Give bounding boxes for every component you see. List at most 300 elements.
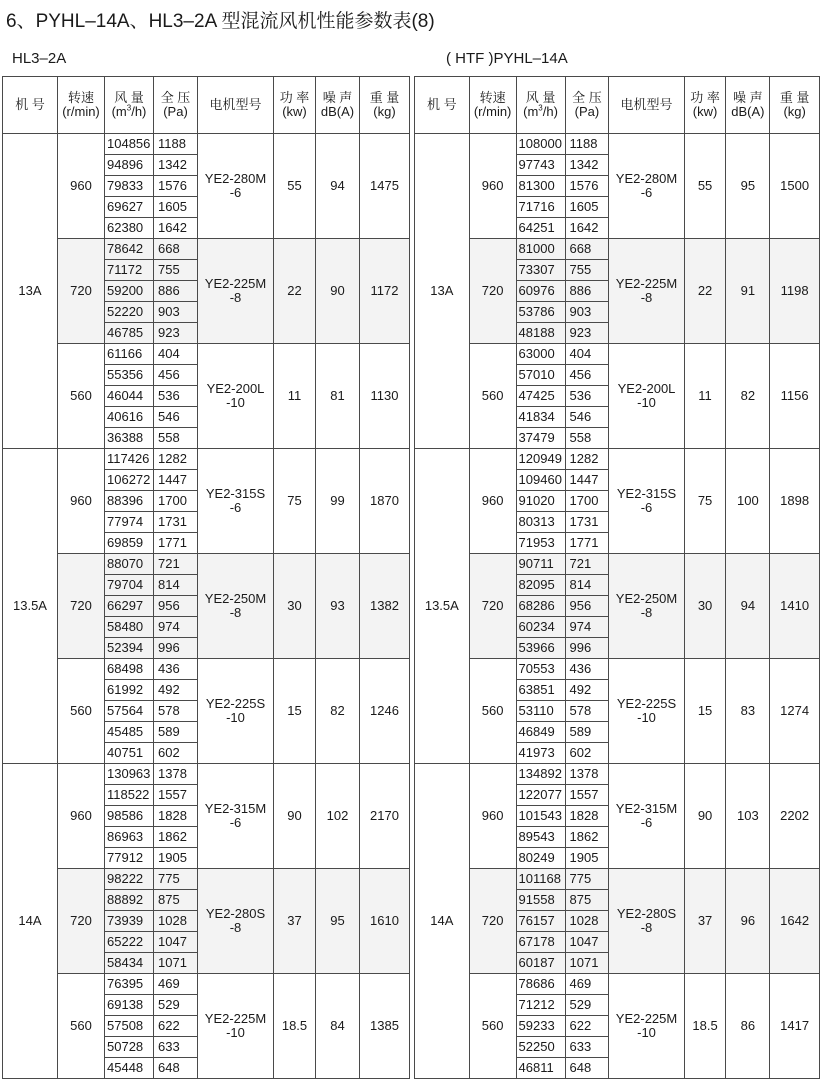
page-title: 6、PYHL–14A、HL3–2A 型混流风机性能参数表(8) bbox=[6, 11, 435, 32]
header-speed: 转速 (r/min) bbox=[469, 77, 516, 134]
flow-cell: 120949 bbox=[516, 449, 565, 470]
motor-cell: YE2-225M -10 bbox=[198, 974, 274, 1079]
flow-cell: 80313 bbox=[516, 512, 565, 533]
flow-cell: 89543 bbox=[516, 827, 565, 848]
pressure-cell: 1771 bbox=[565, 533, 609, 554]
header-pressure: 全 压 (Pa) bbox=[565, 77, 609, 134]
pressure-cell: 1047 bbox=[154, 932, 198, 953]
speed-cell: 560 bbox=[58, 974, 105, 1079]
table-row bbox=[3, 869, 410, 890]
motor-cell: YE2-315S -6 bbox=[198, 449, 274, 554]
pressure-cell: 974 bbox=[154, 617, 198, 638]
flow-cell: 36388 bbox=[105, 428, 154, 449]
speed-cell: 560 bbox=[469, 974, 516, 1079]
power-cell: 37 bbox=[274, 869, 316, 974]
speed-cell: 560 bbox=[469, 344, 516, 449]
flow-cell: 63000 bbox=[516, 344, 565, 365]
power-cell: 22 bbox=[684, 239, 726, 344]
noise-cell: 95 bbox=[316, 869, 360, 974]
flow-cell: 90711 bbox=[516, 554, 565, 575]
pressure-cell: 578 bbox=[154, 701, 198, 722]
motor-cell: YE2-280M -6 bbox=[198, 134, 274, 239]
pressure-cell: 1771 bbox=[154, 533, 198, 554]
speed-cell: 720 bbox=[469, 554, 516, 659]
weight-cell: 1610 bbox=[360, 869, 410, 974]
pressure-cell: 668 bbox=[565, 239, 609, 260]
speed-cell: 720 bbox=[58, 239, 105, 344]
power-cell: 15 bbox=[684, 659, 726, 764]
flow-cell: 60976 bbox=[516, 281, 565, 302]
flow-cell: 62380 bbox=[105, 218, 154, 239]
flow-cell: 78642 bbox=[105, 239, 154, 260]
noise-cell: 94 bbox=[726, 554, 770, 659]
flow-cell: 134892 bbox=[516, 764, 565, 785]
table-row bbox=[415, 239, 820, 260]
header-model: 机 号 bbox=[3, 77, 58, 134]
noise-cell: 95 bbox=[726, 134, 770, 239]
flow-cell: 70553 bbox=[516, 659, 565, 680]
pressure-cell: 558 bbox=[565, 428, 609, 449]
pressure-cell: 956 bbox=[565, 596, 609, 617]
noise-cell: 90 bbox=[316, 239, 360, 344]
pressure-cell: 404 bbox=[565, 344, 609, 365]
flow-cell: 97743 bbox=[516, 155, 565, 176]
flow-cell: 76157 bbox=[516, 911, 565, 932]
pressure-cell: 903 bbox=[154, 302, 198, 323]
weight-cell: 1130 bbox=[360, 344, 410, 449]
pressure-cell: 1828 bbox=[565, 806, 609, 827]
weight-cell: 1246 bbox=[360, 659, 410, 764]
pressure-cell: 1071 bbox=[154, 953, 198, 974]
pressure-cell: 668 bbox=[154, 239, 198, 260]
flow-cell: 108000 bbox=[516, 134, 565, 155]
speed-cell: 960 bbox=[469, 449, 516, 554]
speed-cell: 960 bbox=[58, 134, 105, 239]
pressure-cell: 558 bbox=[154, 428, 198, 449]
flow-cell: 57508 bbox=[105, 1016, 154, 1037]
power-cell: 11 bbox=[274, 344, 316, 449]
model-cell: 13A bbox=[3, 134, 58, 449]
flow-cell: 66297 bbox=[105, 596, 154, 617]
flow-cell: 77974 bbox=[105, 512, 154, 533]
flow-cell: 60234 bbox=[516, 617, 565, 638]
flow-cell: 69138 bbox=[105, 995, 154, 1016]
weight-cell: 1642 bbox=[770, 869, 820, 974]
flow-cell: 45485 bbox=[105, 722, 154, 743]
speed-cell: 720 bbox=[469, 239, 516, 344]
flow-cell: 73939 bbox=[105, 911, 154, 932]
flow-cell: 91558 bbox=[516, 890, 565, 911]
table-row bbox=[3, 239, 410, 260]
flow-cell: 122077 bbox=[516, 785, 565, 806]
pressure-cell: 436 bbox=[154, 659, 198, 680]
speed-cell: 960 bbox=[469, 764, 516, 869]
flow-cell: 101543 bbox=[516, 806, 565, 827]
speed-cell: 560 bbox=[58, 659, 105, 764]
noise-cell: 102 bbox=[316, 764, 360, 869]
header-noise: 噪 声 dB(A) bbox=[726, 77, 770, 134]
flow-cell: 65222 bbox=[105, 932, 154, 953]
noise-cell: 99 bbox=[316, 449, 360, 554]
header-weight: 重 量 (kg) bbox=[360, 77, 410, 134]
header-weight: 重 量 (kg) bbox=[770, 77, 820, 134]
weight-cell: 1385 bbox=[360, 974, 410, 1079]
noise-cell: 93 bbox=[316, 554, 360, 659]
flow-cell: 57010 bbox=[516, 365, 565, 386]
pressure-cell: 1605 bbox=[154, 197, 198, 218]
flow-cell: 81300 bbox=[516, 176, 565, 197]
flow-cell: 67178 bbox=[516, 932, 565, 953]
speed-cell: 960 bbox=[58, 764, 105, 869]
pressure-cell: 1700 bbox=[154, 491, 198, 512]
table-row bbox=[415, 134, 820, 155]
pressure-cell: 633 bbox=[154, 1037, 198, 1058]
power-cell: 30 bbox=[684, 554, 726, 659]
table-row bbox=[3, 764, 410, 785]
pressure-cell: 721 bbox=[565, 554, 609, 575]
flow-cell: 60187 bbox=[516, 953, 565, 974]
noise-cell: 94 bbox=[316, 134, 360, 239]
flow-cell: 91020 bbox=[516, 491, 565, 512]
model-cell: 13.5A bbox=[3, 449, 58, 764]
flow-cell: 81000 bbox=[516, 239, 565, 260]
motor-cell: YE2-315M -6 bbox=[609, 764, 684, 869]
performance-table-pyhl-14a bbox=[414, 76, 820, 1079]
flow-cell: 52250 bbox=[516, 1037, 565, 1058]
weight-cell: 1500 bbox=[770, 134, 820, 239]
flow-cell: 46044 bbox=[105, 386, 154, 407]
motor-cell: YE2-250M -8 bbox=[198, 554, 274, 659]
speed-cell: 720 bbox=[58, 554, 105, 659]
table-row bbox=[415, 449, 820, 470]
pressure-cell: 996 bbox=[154, 638, 198, 659]
speed-cell: 720 bbox=[469, 869, 516, 974]
motor-cell: YE2-200L -10 bbox=[198, 344, 274, 449]
flow-cell: 57564 bbox=[105, 701, 154, 722]
flow-cell: 59200 bbox=[105, 281, 154, 302]
noise-cell: 91 bbox=[726, 239, 770, 344]
pressure-cell: 622 bbox=[154, 1016, 198, 1037]
pressure-cell: 886 bbox=[565, 281, 609, 302]
noise-cell: 84 bbox=[316, 974, 360, 1079]
pressure-cell: 529 bbox=[154, 995, 198, 1016]
table-row bbox=[3, 974, 410, 995]
power-cell: 37 bbox=[684, 869, 726, 974]
motor-cell: YE2-200L -10 bbox=[609, 344, 684, 449]
flow-cell: 61166 bbox=[105, 344, 154, 365]
header-flow: 风 量 $(m^3/h)$ bbox=[105, 77, 154, 134]
flow-cell: 104856 bbox=[105, 134, 154, 155]
header-flow: 风 量 $(m^3/h)$ bbox=[516, 77, 565, 134]
pressure-cell: 1605 bbox=[565, 197, 609, 218]
power-cell: 90 bbox=[274, 764, 316, 869]
model-cell: 14A bbox=[3, 764, 58, 1079]
motor-cell: YE2-225S -10 bbox=[198, 659, 274, 764]
flow-cell: 71953 bbox=[516, 533, 565, 554]
power-cell: 90 bbox=[684, 764, 726, 869]
flow-cell: 130963 bbox=[105, 764, 154, 785]
performance-table-hl3-2a bbox=[2, 76, 410, 1079]
pressure-cell: 536 bbox=[154, 386, 198, 407]
weight-cell: 2202 bbox=[770, 764, 820, 869]
flow-cell: 98586 bbox=[105, 806, 154, 827]
flow-cell: 46849 bbox=[516, 722, 565, 743]
weight-cell: 1156 bbox=[770, 344, 820, 449]
power-cell: 18.5 bbox=[684, 974, 726, 1079]
pressure-cell: 1378 bbox=[565, 764, 609, 785]
power-cell: 30 bbox=[274, 554, 316, 659]
table-label-hl3-2a: HL3–2A bbox=[12, 50, 67, 67]
pressure-cell: 1642 bbox=[565, 218, 609, 239]
header-motor: 电机型号 bbox=[609, 77, 684, 134]
pressure-cell: 456 bbox=[154, 365, 198, 386]
pressure-cell: 1862 bbox=[154, 827, 198, 848]
table-row bbox=[3, 659, 410, 680]
pressure-cell: 1188 bbox=[154, 134, 198, 155]
flow-cell: 46785 bbox=[105, 323, 154, 344]
pressure-cell: 492 bbox=[154, 680, 198, 701]
motor-cell: YE2-225M -10 bbox=[609, 974, 684, 1079]
motor-cell: YE2-280S -8 bbox=[198, 869, 274, 974]
flow-cell: 109460 bbox=[516, 470, 565, 491]
pressure-cell: 1862 bbox=[565, 827, 609, 848]
pressure-cell: 1028 bbox=[565, 911, 609, 932]
speed-cell: 960 bbox=[58, 449, 105, 554]
flow-cell: 71716 bbox=[516, 197, 565, 218]
pressure-cell: 456 bbox=[565, 365, 609, 386]
flow-cell: 118522 bbox=[105, 785, 154, 806]
pressure-cell: 492 bbox=[565, 680, 609, 701]
table-row bbox=[415, 974, 820, 995]
pressure-cell: 1028 bbox=[154, 911, 198, 932]
pressure-cell: 1342 bbox=[565, 155, 609, 176]
pressure-cell: 589 bbox=[154, 722, 198, 743]
flow-cell: 69627 bbox=[105, 197, 154, 218]
flow-cell: 82095 bbox=[516, 575, 565, 596]
table-row bbox=[415, 344, 820, 365]
pressure-cell: 1282 bbox=[154, 449, 198, 470]
pressure-cell: 602 bbox=[565, 743, 609, 764]
flow-cell: 58480 bbox=[105, 617, 154, 638]
weight-cell: 1870 bbox=[360, 449, 410, 554]
pressure-cell: 622 bbox=[565, 1016, 609, 1037]
pressure-cell: 546 bbox=[154, 407, 198, 428]
flow-cell: 45448 bbox=[105, 1058, 154, 1079]
pressure-cell: 1557 bbox=[154, 785, 198, 806]
table-row bbox=[3, 554, 410, 575]
power-cell: 75 bbox=[684, 449, 726, 554]
flow-cell: 86963 bbox=[105, 827, 154, 848]
pressure-cell: 1905 bbox=[154, 848, 198, 869]
flow-cell: 68498 bbox=[105, 659, 154, 680]
flow-cell: 78686 bbox=[516, 974, 565, 995]
pressure-cell: 1731 bbox=[154, 512, 198, 533]
pressure-cell: 996 bbox=[565, 638, 609, 659]
flow-cell: 88070 bbox=[105, 554, 154, 575]
pressure-cell: 1905 bbox=[565, 848, 609, 869]
pressure-cell: 1576 bbox=[565, 176, 609, 197]
noise-cell: 96 bbox=[726, 869, 770, 974]
flow-cell: 77912 bbox=[105, 848, 154, 869]
table-row bbox=[415, 554, 820, 575]
noise-cell: 83 bbox=[726, 659, 770, 764]
flow-cell: 101168 bbox=[516, 869, 565, 890]
flow-cell: 37479 bbox=[516, 428, 565, 449]
weight-cell: 1198 bbox=[770, 239, 820, 344]
flow-cell: 40616 bbox=[105, 407, 154, 428]
pressure-cell: 1282 bbox=[565, 449, 609, 470]
flow-cell: 41834 bbox=[516, 407, 565, 428]
weight-cell: 1417 bbox=[770, 974, 820, 1079]
pressure-cell: 602 bbox=[154, 743, 198, 764]
pressure-cell: 404 bbox=[154, 344, 198, 365]
pressure-cell: 814 bbox=[565, 575, 609, 596]
flow-cell: 41973 bbox=[516, 743, 565, 764]
flow-cell: 117426 bbox=[105, 449, 154, 470]
flow-cell: 88396 bbox=[105, 491, 154, 512]
model-cell: 13.5A bbox=[415, 449, 470, 764]
flow-cell: 69859 bbox=[105, 533, 154, 554]
flow-cell: 94896 bbox=[105, 155, 154, 176]
power-cell: 15 bbox=[274, 659, 316, 764]
flow-cell: 71172 bbox=[105, 260, 154, 281]
table-row bbox=[3, 449, 410, 470]
pressure-cell: 633 bbox=[565, 1037, 609, 1058]
pressure-cell: 875 bbox=[565, 890, 609, 911]
flow-cell: 68286 bbox=[516, 596, 565, 617]
motor-cell: YE2-225M -8 bbox=[609, 239, 684, 344]
speed-cell: 720 bbox=[58, 869, 105, 974]
noise-cell: 103 bbox=[726, 764, 770, 869]
pressure-cell: 1378 bbox=[154, 764, 198, 785]
pressure-cell: 1700 bbox=[565, 491, 609, 512]
header-noise: 噪 声 dB(A) bbox=[316, 77, 360, 134]
model-cell: 13A bbox=[415, 134, 470, 449]
noise-cell: 82 bbox=[316, 659, 360, 764]
weight-cell: 2170 bbox=[360, 764, 410, 869]
flow-cell: 61992 bbox=[105, 680, 154, 701]
pressure-cell: 1576 bbox=[154, 176, 198, 197]
pressure-cell: 529 bbox=[565, 995, 609, 1016]
flow-cell: 98222 bbox=[105, 869, 154, 890]
pressure-cell: 956 bbox=[154, 596, 198, 617]
noise-cell: 86 bbox=[726, 974, 770, 1079]
flow-cell: 79704 bbox=[105, 575, 154, 596]
pressure-cell: 1557 bbox=[565, 785, 609, 806]
flow-cell: 53110 bbox=[516, 701, 565, 722]
weight-cell: 1898 bbox=[770, 449, 820, 554]
flow-cell: 55356 bbox=[105, 365, 154, 386]
flow-cell: 40751 bbox=[105, 743, 154, 764]
pressure-cell: 1731 bbox=[565, 512, 609, 533]
header-speed: 转速 (r/min) bbox=[58, 77, 105, 134]
flow-cell: 80249 bbox=[516, 848, 565, 869]
motor-cell: YE2-225M -8 bbox=[198, 239, 274, 344]
pressure-cell: 923 bbox=[154, 323, 198, 344]
pressure-cell: 589 bbox=[565, 722, 609, 743]
pressure-cell: 469 bbox=[154, 974, 198, 995]
pressure-cell: 775 bbox=[565, 869, 609, 890]
pressure-cell: 1828 bbox=[154, 806, 198, 827]
table-row bbox=[415, 869, 820, 890]
flow-cell: 50728 bbox=[105, 1037, 154, 1058]
motor-cell: YE2-250M -8 bbox=[609, 554, 684, 659]
pressure-cell: 974 bbox=[565, 617, 609, 638]
pressure-cell: 1188 bbox=[565, 134, 609, 155]
speed-cell: 560 bbox=[469, 659, 516, 764]
pressure-cell: 814 bbox=[154, 575, 198, 596]
flow-cell: 64251 bbox=[516, 218, 565, 239]
header-power: 功 率 (kw) bbox=[274, 77, 316, 134]
header-motor: 电机型号 bbox=[198, 77, 274, 134]
flow-cell: 63851 bbox=[516, 680, 565, 701]
power-cell: 55 bbox=[684, 134, 726, 239]
pressure-cell: 886 bbox=[154, 281, 198, 302]
pressure-cell: 648 bbox=[565, 1058, 609, 1079]
flow-cell: 71212 bbox=[516, 995, 565, 1016]
pressure-cell: 1447 bbox=[154, 470, 198, 491]
pressure-cell: 721 bbox=[154, 554, 198, 575]
noise-cell: 100 bbox=[726, 449, 770, 554]
pressure-cell: 648 bbox=[154, 1058, 198, 1079]
table-label-pyhl-14a: ( HTF )PYHL–14A bbox=[446, 50, 568, 67]
motor-cell: YE2-315S -6 bbox=[609, 449, 684, 554]
weight-cell: 1382 bbox=[360, 554, 410, 659]
pressure-cell: 903 bbox=[565, 302, 609, 323]
header-model: 机 号 bbox=[415, 77, 470, 134]
flow-cell: 76395 bbox=[105, 974, 154, 995]
speed-cell: 560 bbox=[58, 344, 105, 449]
motor-cell: YE2-280S -8 bbox=[609, 869, 684, 974]
pressure-cell: 755 bbox=[154, 260, 198, 281]
flow-cell: 53966 bbox=[516, 638, 565, 659]
pressure-cell: 775 bbox=[154, 869, 198, 890]
flow-cell: 88892 bbox=[105, 890, 154, 911]
pressure-cell: 436 bbox=[565, 659, 609, 680]
table-row bbox=[3, 344, 410, 365]
pressure-cell: 1047 bbox=[565, 932, 609, 953]
flow-cell: 73307 bbox=[516, 260, 565, 281]
weight-cell: 1410 bbox=[770, 554, 820, 659]
power-cell: 11 bbox=[684, 344, 726, 449]
speed-cell: 960 bbox=[469, 134, 516, 239]
pressure-cell: 546 bbox=[565, 407, 609, 428]
motor-cell: YE2-315M -6 bbox=[198, 764, 274, 869]
flow-cell: 58434 bbox=[105, 953, 154, 974]
power-cell: 75 bbox=[274, 449, 316, 554]
power-cell: 55 bbox=[274, 134, 316, 239]
pressure-cell: 536 bbox=[565, 386, 609, 407]
flow-cell: 52220 bbox=[105, 302, 154, 323]
weight-cell: 1274 bbox=[770, 659, 820, 764]
flow-cell: 48188 bbox=[516, 323, 565, 344]
flow-cell: 59233 bbox=[516, 1016, 565, 1037]
flow-cell: 47425 bbox=[516, 386, 565, 407]
header-pressure: 全 压 (Pa) bbox=[154, 77, 198, 134]
pressure-cell: 578 bbox=[565, 701, 609, 722]
pressure-cell: 755 bbox=[565, 260, 609, 281]
table-row bbox=[3, 134, 410, 155]
flow-cell: 52394 bbox=[105, 638, 154, 659]
motor-cell: YE2-225S -10 bbox=[609, 659, 684, 764]
flow-cell: 79833 bbox=[105, 176, 154, 197]
pressure-cell: 1447 bbox=[565, 470, 609, 491]
pressure-cell: 469 bbox=[565, 974, 609, 995]
pressure-cell: 1642 bbox=[154, 218, 198, 239]
pressure-cell: 1071 bbox=[565, 953, 609, 974]
motor-cell: YE2-280M -6 bbox=[609, 134, 684, 239]
model-cell: 14A bbox=[415, 764, 470, 1079]
